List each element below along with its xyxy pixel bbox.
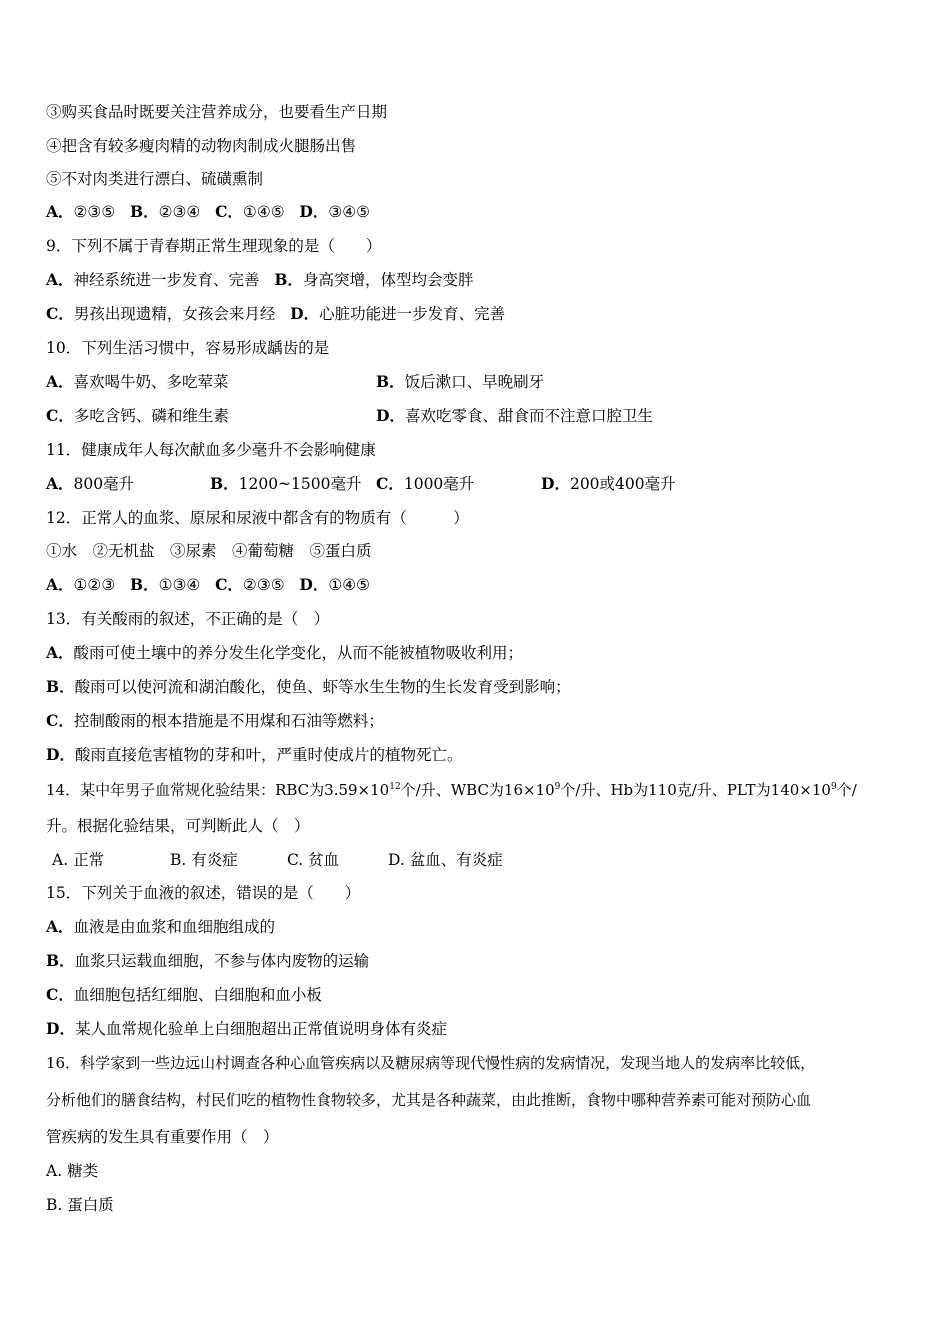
q10-stem: 10．下列生活习惯中，容易形成龋齿的是 (46, 339, 330, 357)
option-label: B． (130, 575, 159, 594)
option-label: D. (388, 851, 405, 869)
q12-option-b: ①③④ (158, 576, 201, 594)
q10-option-b: 饭后漱口、早晚刷牙 (404, 373, 545, 391)
q11-option-d-row (541, 474, 676, 494)
q9-stem: 9．下列不属于青春期正常生理现象的是（ ） (46, 237, 382, 255)
q9-option-c: 男孩出现遗精，女孩会来月经 (73, 305, 276, 323)
q13-option-d-row (46, 745, 462, 765)
q11-option-b: 1200~1500毫升 (238, 475, 362, 493)
q8-option-b: ②③④ (158, 203, 201, 221)
q16-stem-line2: 分析他们的膳食结构，村民们吃的植物性食物较多，尤其是各种蔬菜，由此推断，食物中哪种营养素可能对预防心血 (46, 1091, 812, 1109)
q14-option-a: 正常 (73, 851, 105, 869)
q15-stem: 15．下列关于血液的叙述，错误的是（ ） (46, 884, 361, 902)
option-label: C． (46, 304, 74, 323)
q13-option-b: 酸雨可以使河流和湖泊酸化，使鱼、虾等水生生物的生长发育受到影响； (74, 678, 571, 696)
option-label: A． (46, 575, 74, 594)
q9-options-row2 (46, 304, 505, 324)
q11-option-b-row (210, 474, 362, 494)
q14-option-a-row (52, 850, 104, 870)
q14-stem-text: 个/升、WBC为16×10 (400, 781, 555, 799)
option-label: A． (46, 202, 74, 221)
q14-stem-line1 (46, 780, 857, 800)
exponent: 12 (389, 782, 401, 792)
q14-option-b: 有炎症 (191, 851, 238, 869)
option-label: D． (541, 474, 570, 493)
option-label: B. (170, 851, 187, 869)
q14-option-d: 盆血、有炎症 (409, 851, 503, 869)
q11-option-a-row (46, 474, 134, 494)
q10-option-d: 喜欢吃零食、甜食而不注意口腔卫生 (404, 407, 653, 425)
q10-option-d-row (376, 406, 653, 426)
q10-option-b-row (376, 372, 544, 392)
option-label: B． (376, 372, 405, 391)
q14-option-c-row (287, 850, 339, 870)
option-label: C． (215, 202, 243, 221)
option-label: A. (52, 851, 69, 869)
q15-option-d-row (46, 1019, 447, 1039)
q15-option-c-row (46, 985, 322, 1005)
q9-options-row1 (46, 270, 473, 290)
option-label: C． (46, 711, 74, 730)
option-label: A． (46, 474, 74, 493)
q15-option-c: 血细胞包括红细胞、白细胞和血小板 (73, 986, 322, 1004)
q8-item-3: ③购买食品时既要关注营养成分，也要看生产日期 (46, 103, 388, 121)
option-label: D． (299, 202, 329, 221)
q8-options (46, 202, 370, 222)
q12-stem: 12．正常人的血浆、原尿和尿液中都含有的物质有（ ） (46, 509, 469, 527)
q10-option-a: 喜欢喝牛奶、多吃荤菜 (73, 373, 229, 391)
option-label: B． (274, 270, 303, 289)
q12-options (46, 575, 370, 595)
option-label: B． (210, 474, 239, 493)
q10-option-c-row (46, 406, 229, 426)
q16-stem-line1: 16．科学家到一些边远山村调查各种心血管疾病以及糖尿病等现代慢性病的发病情况，发现当地人的发病率比较低， (46, 1054, 816, 1072)
option-label: D． (376, 406, 405, 425)
option-label: A． (46, 270, 74, 289)
q16-option-a-row (46, 1161, 98, 1181)
option-label: C． (46, 985, 74, 1004)
q13-stem: 13．有关酸雨的叙述，不正确的是（ ） (46, 610, 330, 628)
option-label: B． (130, 202, 159, 221)
q16-option-a: 糖类 (67, 1162, 99, 1180)
q14-option-b-row (170, 850, 238, 870)
option-label: C. (287, 851, 304, 869)
option-label: C． (215, 575, 243, 594)
q11-option-c: 1000毫升 (403, 475, 475, 493)
option-label: A． (46, 372, 74, 391)
q15-option-d: 某人血常规化验单上白细胞超出正常值说明身体有炎症 (74, 1020, 447, 1038)
q8-option-d: ③④⑤ (328, 203, 371, 221)
q9-option-d: 心脏功能进一步发育、完善 (319, 305, 506, 323)
q11-option-c-row (376, 474, 474, 494)
q13-option-a: 酸雨可使土壤中的养分发生化学变化，从而不能被植物吸收利用； (73, 644, 524, 662)
q13-option-c-row (46, 711, 384, 731)
q10-option-a-row (46, 372, 229, 392)
q12-option-a: ①②③ (73, 576, 116, 594)
q9-option-b: 身高突增，体型均会变胖 (302, 271, 474, 289)
q14-stem-text: 个/升、Hb为110克/升、PLT为140×10 (560, 781, 831, 799)
option-label: D． (46, 745, 75, 764)
q8-option-a: ②③⑤ (73, 203, 116, 221)
q15-option-a-row (46, 917, 275, 937)
q14-option-d-row (388, 850, 503, 870)
q16-stem-line3: 管疾病的发生具有重要作用（ ） (46, 1128, 279, 1146)
option-label: C． (376, 474, 404, 493)
option-label: A． (46, 917, 74, 936)
q8-item-4: ④把含有较多瘦肉精的动物肉制成火腿肠出售 (46, 137, 357, 155)
q13-option-d: 酸雨直接危害植物的芽和叶，严重时使成片的植物死亡。 (74, 746, 463, 764)
q13-option-c: 控制酸雨的根本措施是不用煤和石油等燃料； (73, 712, 384, 730)
option-label: A． (46, 643, 74, 662)
q13-option-b-row (46, 677, 571, 697)
q8-option-c: ①④⑤ (242, 203, 285, 221)
option-label: D． (290, 304, 320, 323)
option-label: D． (46, 1019, 75, 1038)
option-label: B． (46, 951, 75, 970)
exponent: 9 (554, 782, 561, 792)
q13-option-a-row (46, 643, 523, 663)
option-label: B． (46, 677, 75, 696)
q11-stem: 11．健康成年人每次献血多少毫升不会影响健康 (46, 441, 376, 459)
q12-option-c: ②③⑤ (242, 576, 285, 594)
q10-option-c: 多吃含钙、磷和维生素 (73, 407, 229, 425)
option-label: A. (46, 1162, 63, 1180)
q11-option-d: 200或400毫升 (569, 475, 676, 493)
exponent: 9 (830, 782, 837, 792)
q14-stem-text: 个/ (836, 781, 857, 799)
q16-option-b-row (46, 1195, 114, 1215)
q14-stem-text: 14．某中年男子血常规化验结果：RBC为3.59×10 (46, 781, 390, 799)
q15-option-b: 血浆只运载血细胞，不参与体内废物的运输 (74, 952, 370, 970)
q16-option-b: 蛋白质 (67, 1196, 114, 1214)
q12-items: ①水 ②无机盐 ③尿素 ④葡萄糖 ⑤蛋白质 (46, 542, 372, 560)
q11-option-a: 800毫升 (73, 475, 135, 493)
q15-option-a: 血液是由血浆和血细胞组成的 (73, 918, 276, 936)
q14-stem-line2: 升。根据化验结果，可判断此人（ ） (46, 817, 310, 835)
option-label: B. (46, 1196, 63, 1214)
q15-option-b-row (46, 951, 369, 971)
q14-option-c: 贫血 (308, 851, 340, 869)
option-label: C． (46, 406, 74, 425)
q9-option-a: 神经系统进一步发育、完善 (73, 271, 260, 289)
option-label: D． (299, 575, 329, 594)
q8-item-5: ⑤不对肉类进行漂白、硫磺熏制 (46, 170, 264, 188)
q12-option-d: ①④⑤ (328, 576, 371, 594)
